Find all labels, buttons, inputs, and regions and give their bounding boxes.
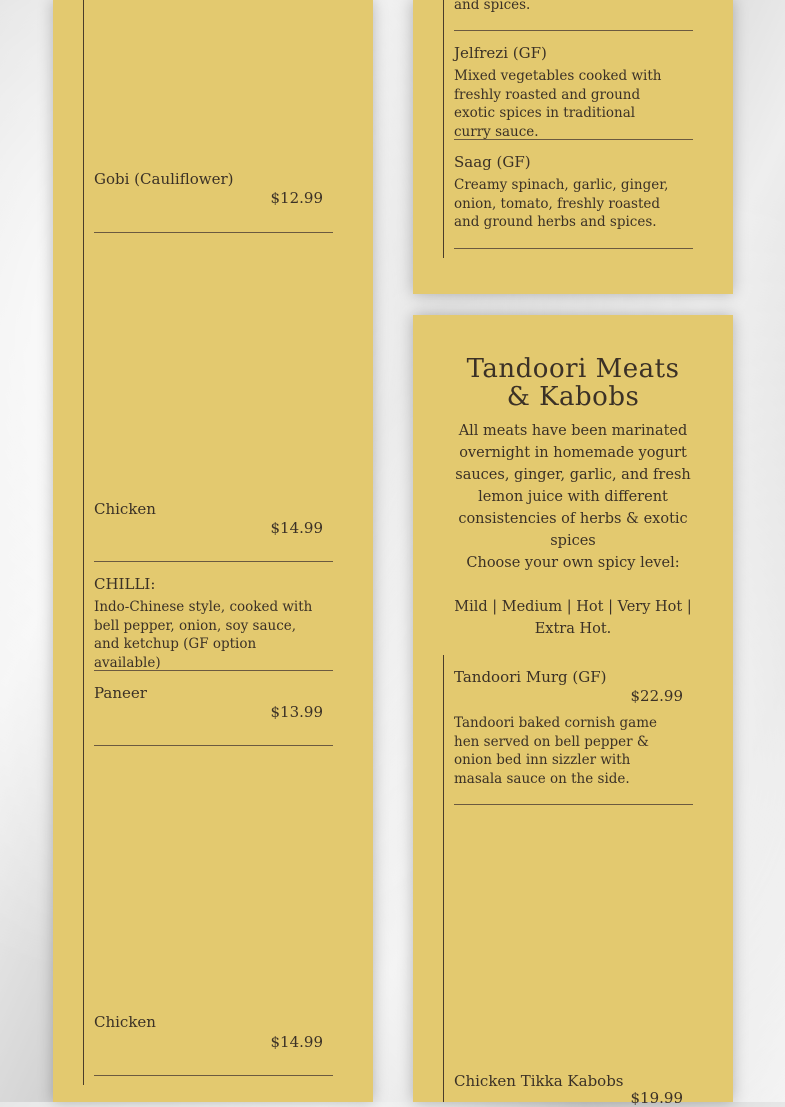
item-divider [94, 561, 333, 562]
item-divider [454, 139, 693, 140]
spicy-level-options: Mild | Medium | Hot | Very Hot | Extra Hot. [454, 599, 692, 637]
item-divider [454, 248, 693, 249]
menu-item-name: Chicken [94, 1013, 156, 1031]
item-divider [94, 1075, 333, 1076]
menu-item-price: $19.99 [630, 1089, 683, 1107]
item-divider [94, 745, 333, 746]
menu-item-name: CHILLI: [94, 575, 156, 593]
menu-item-description: and spices. [454, 0, 531, 13]
menu-item-price: $14.99 [270, 1033, 323, 1051]
tandoori-vertical-rule [443, 655, 444, 1102]
spicy-level-prompt: Choose your own spicy level: [466, 555, 680, 571]
item-divider [94, 670, 333, 671]
menu-item-name: Tandoori Murg (GF) [454, 668, 607, 686]
left-menu-card [53, 0, 373, 1102]
menu-item-description: Indo-Chinese style, cooked with bell pepper, onion, soy sauce, and ketchup (GF option available) [94, 599, 313, 671]
right-top-vertical-rule [443, 0, 444, 258]
item-divider [94, 232, 333, 233]
menu-item-description: Mixed vegetables cooked with freshly roasted and ground exotic spices in traditional curry sauce. [454, 68, 662, 140]
item-divider [454, 804, 693, 805]
section-intro: All meats have been marinated overnight in homemade yogurt sauces, ginger, garlic, and fresh lemon juice with different consistencies of herbs & exotic spices [455, 423, 691, 549]
menu-item-price: $13.99 [270, 703, 323, 721]
menu-item-name: Paneer [94, 684, 147, 702]
menu-item-name: Jelfrezi (GF) [454, 44, 547, 62]
menu-item-price: $22.99 [630, 687, 683, 705]
menu-item-name: Chicken [94, 500, 156, 518]
section-title: Tandoori Meats & Kabobs [466, 354, 680, 412]
menu-item-price: $14.99 [270, 519, 323, 537]
left-vertical-rule [83, 0, 84, 1085]
menu-item-description: Tandoori baked cornish game hen served on bell pepper & onion bed inn sizzler with masala sauce on the side. [454, 715, 658, 787]
item-divider [454, 30, 693, 31]
menu-item-price: $12.99 [270, 189, 323, 207]
tandoori-menu-card [413, 315, 733, 1107]
vegetable-menu-card [413, 0, 733, 294]
menu-item-name: Gobi (Cauliflower) [94, 170, 234, 188]
menu-item-name: Chicken Tikka Kabobs [454, 1072, 624, 1090]
menu-item-name: Saag (GF) [454, 153, 531, 171]
menu-item-description: Creamy spinach, garlic, ginger, onion, tomato, freshly roasted and ground herbs and spices. [454, 177, 669, 230]
